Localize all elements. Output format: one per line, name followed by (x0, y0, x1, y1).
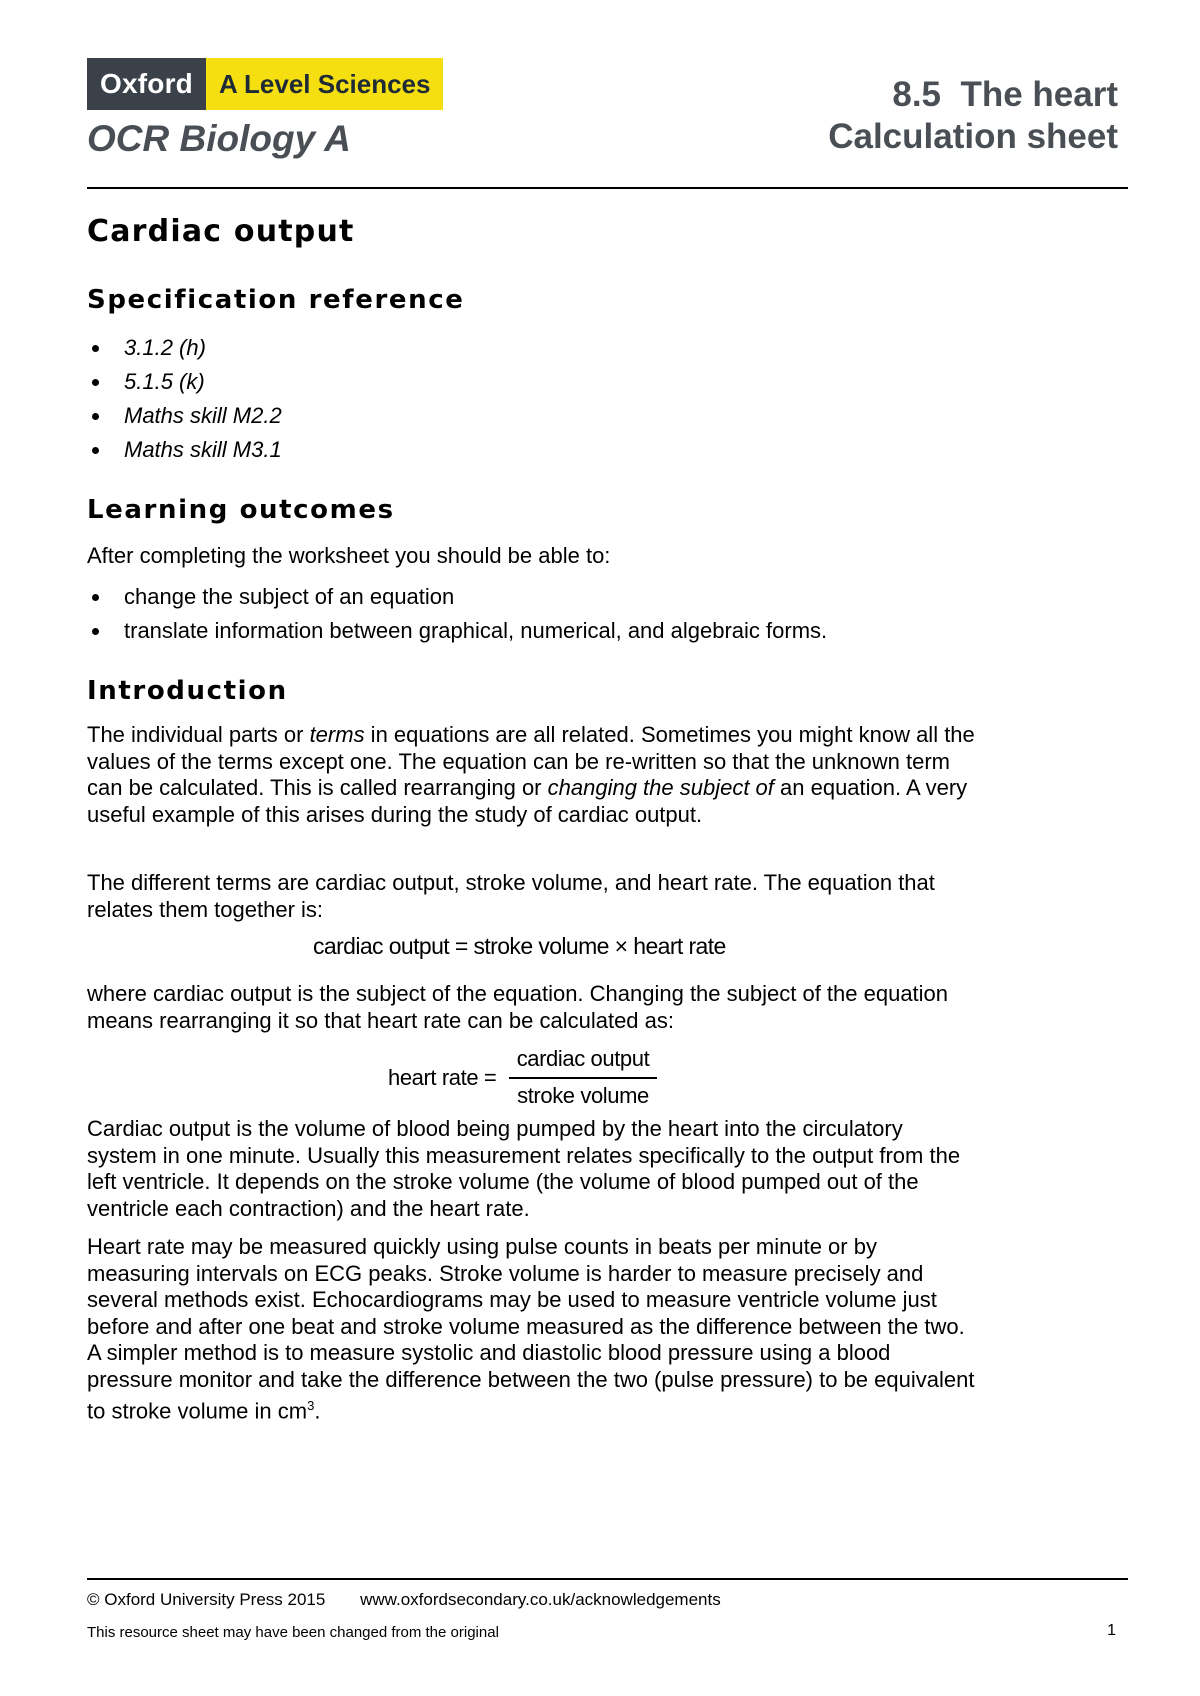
list-item: change the subject of an equation (87, 580, 827, 614)
text-span: . (314, 1398, 321, 1424)
footer-note: This resource sheet may have been changed from the original (87, 1624, 499, 1641)
footer-line (87, 1590, 751, 1610)
acknowledgements-link[interactable]: www.oxfordsecondary.co.uk/acknowledgements (360, 1590, 721, 1609)
page-title: Cardiac output (87, 214, 355, 249)
logo-oxford-text: Oxford (87, 58, 206, 110)
header-divider (87, 187, 1128, 189)
course-name: OCR Biology A (87, 118, 351, 159)
introduction-heading: Introduction (87, 676, 288, 706)
footer-divider (87, 1578, 1128, 1580)
outcomes-list (87, 580, 827, 648)
copyright: © Oxford University Press 2015 (87, 1590, 326, 1609)
outcomes-intro: After completing the worksheet you should be able to: (87, 543, 611, 568)
list-item: translate information between graphical, numerical, and algebraic forms. (87, 614, 827, 648)
text-span: Heart rate may be measured quickly using pulse counts in beats per minute or by measuring intervals on ECG peaks. Stroke volume is harder to measure precisely and several methods exist. Echocardiograms may be used to measure ventricle volume just before and after one beat and stroke volume measured as the difference between the two. A simpler method is to measure systolic and diastolic blood pressure using a blood pressure monitor and take the difference between the two (pulse pressure) to be equivalent to stroke volume in cm (87, 1234, 975, 1424)
list-item: Maths skill M2.2 (87, 399, 282, 433)
fraction-denominator: stroke volume (517, 1083, 649, 1108)
sheet-type: Calculation sheet (828, 117, 1118, 156)
intro-paragraph-1 (87, 722, 977, 828)
intro-paragraph-2: The different terms are cardiac output, stroke volume, and heart rate. The equation that relates them together is: (87, 870, 935, 922)
spec-heading: Specification reference (87, 285, 465, 315)
list-item: 5.1.5 (k) (87, 365, 282, 399)
list-item: Maths skill M3.1 (87, 433, 282, 467)
equation-heart-rate-fraction (509, 1044, 657, 1111)
equation-cardiac-output: cardiac output = stroke volume × heart rate (313, 933, 726, 959)
text-span: an equation. A very useful example of this arises during the study of cardiac output. (87, 775, 968, 827)
superscript: 3 (307, 1398, 315, 1413)
text-span: in equations are all related. Sometimes you might know all the values of the terms except one. The equation can be re-written so that the unknown term can be calculated. This is called rearranging or (87, 722, 975, 800)
section-title: 8.5 The heart (892, 75, 1118, 114)
fraction-numerator: cardiac output (516, 1046, 650, 1071)
emphasis-changing-subject: changing the subject of (547, 775, 774, 800)
fraction-bar (509, 1077, 657, 1079)
publisher-logo (87, 58, 443, 110)
emphasis-terms: terms (309, 722, 365, 747)
equation-heart-rate-left: heart rate = (388, 1065, 497, 1090)
intro-paragraph-4: Cardiac output is the volume of blood being pumped by the heart into the circulatory system in one minute. Usually this measurement relates specifically to the output from the left ventricle. It depends on the stroke volume (the volume of blood pumped out of the ventricle each contraction) and the heart rate. (87, 1116, 961, 1221)
list-item: 3.1.2 (h) (87, 331, 282, 365)
outcomes-heading: Learning outcomes (87, 495, 395, 525)
text-span: The individual parts or (87, 722, 310, 747)
page-number: 1 (1107, 1622, 1116, 1639)
logo-series-text: A Level Sciences (206, 58, 444, 110)
intro-paragraph-5 (87, 1234, 977, 1425)
sheet-title (828, 74, 1118, 158)
intro-paragraph-3: where cardiac output is the subject of the equation. Changing the subject of the equation means rearranging it so that heart rate can be calculated as: (87, 981, 949, 1033)
spec-list (87, 331, 282, 467)
